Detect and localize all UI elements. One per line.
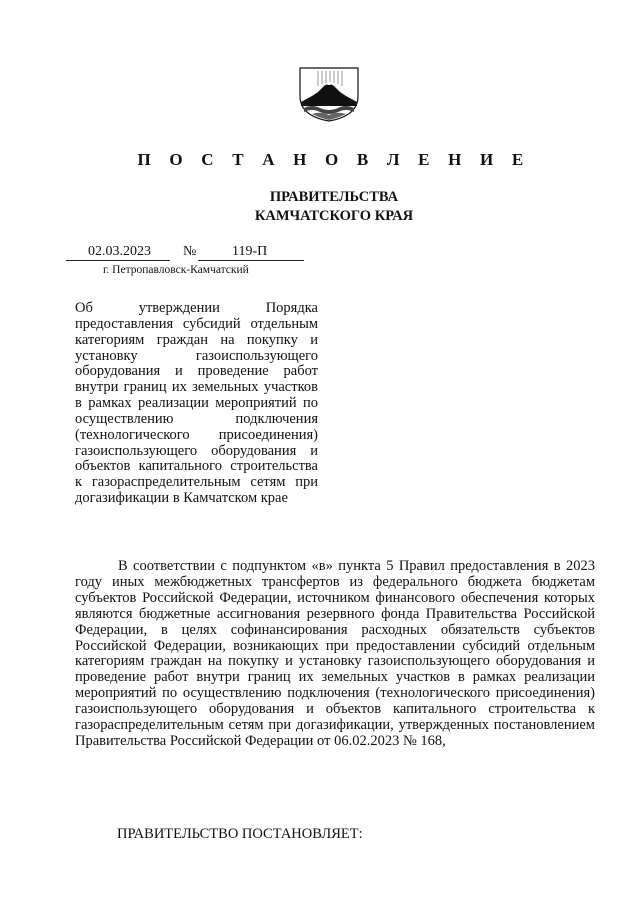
issuer-line-1: ПРАВИТЕЛЬСТВА — [269, 189, 399, 205]
number-sign: № — [183, 244, 197, 259]
document-preamble: В соответствии с подпунктом «в» пункта 5 Правил предоставления в 2023 году иных межбюджетных трансфертов из федерального бюджета бюджетам субъектов Российской Федерации, источником финансового обеспечения которых являются бюджетные ассигнования резервного фонда Правительства Российской Федерации, в целях софинансирования расходных обязательств субъектов Российской Федерации, возникающих при предоставлении субсидий отдельным категориям граждан на покупку и установку газоиспользующего оборудования и проведение работ внутри границ их земельных участков в рамках реализации мероприятий по осуществлению подключения (технологического присоединения) газоиспользующего оборудования и объектов капитального строительства к газораспределительным сетям при догазификации, утвержденных постановлением Правительства Российской Федерации от 06.02.2023 № 168, — [75, 558, 595, 749]
issuer-name — [0, 188, 640, 226]
document-number: 119-П — [232, 244, 268, 259]
document-city: г. Петропавловск-Камчатский — [103, 264, 249, 276]
document-subject: Об утверждении Порядка предоставления субсидий отдельным категориям граждан на покупку и установку газоиспользующего оборудования и проведение работ внутри границ их земельных участков в рамках реализации мероприятий по осуществлению подключения (технологического присоединения) газоиспользующего оборудования и объектов капитального строительства к газораспределительным сетям при догазификации в Камчатском крае — [75, 300, 318, 507]
document-type-title: П О С Т А Н О В Л Е Н И Е — [137, 150, 531, 169]
document-date: 02.03.2023 — [88, 244, 151, 259]
resolution-heading: ПРАВИТЕЛЬСТВО ПОСТАНОВЛЯЕТ: — [117, 826, 363, 842]
date-underline — [66, 260, 170, 261]
kamchatka-coat-of-arms-icon — [298, 62, 360, 122]
number-underline — [198, 260, 304, 261]
issuer-line-2: КАМЧАТСКОГО КРАЯ — [254, 208, 414, 224]
